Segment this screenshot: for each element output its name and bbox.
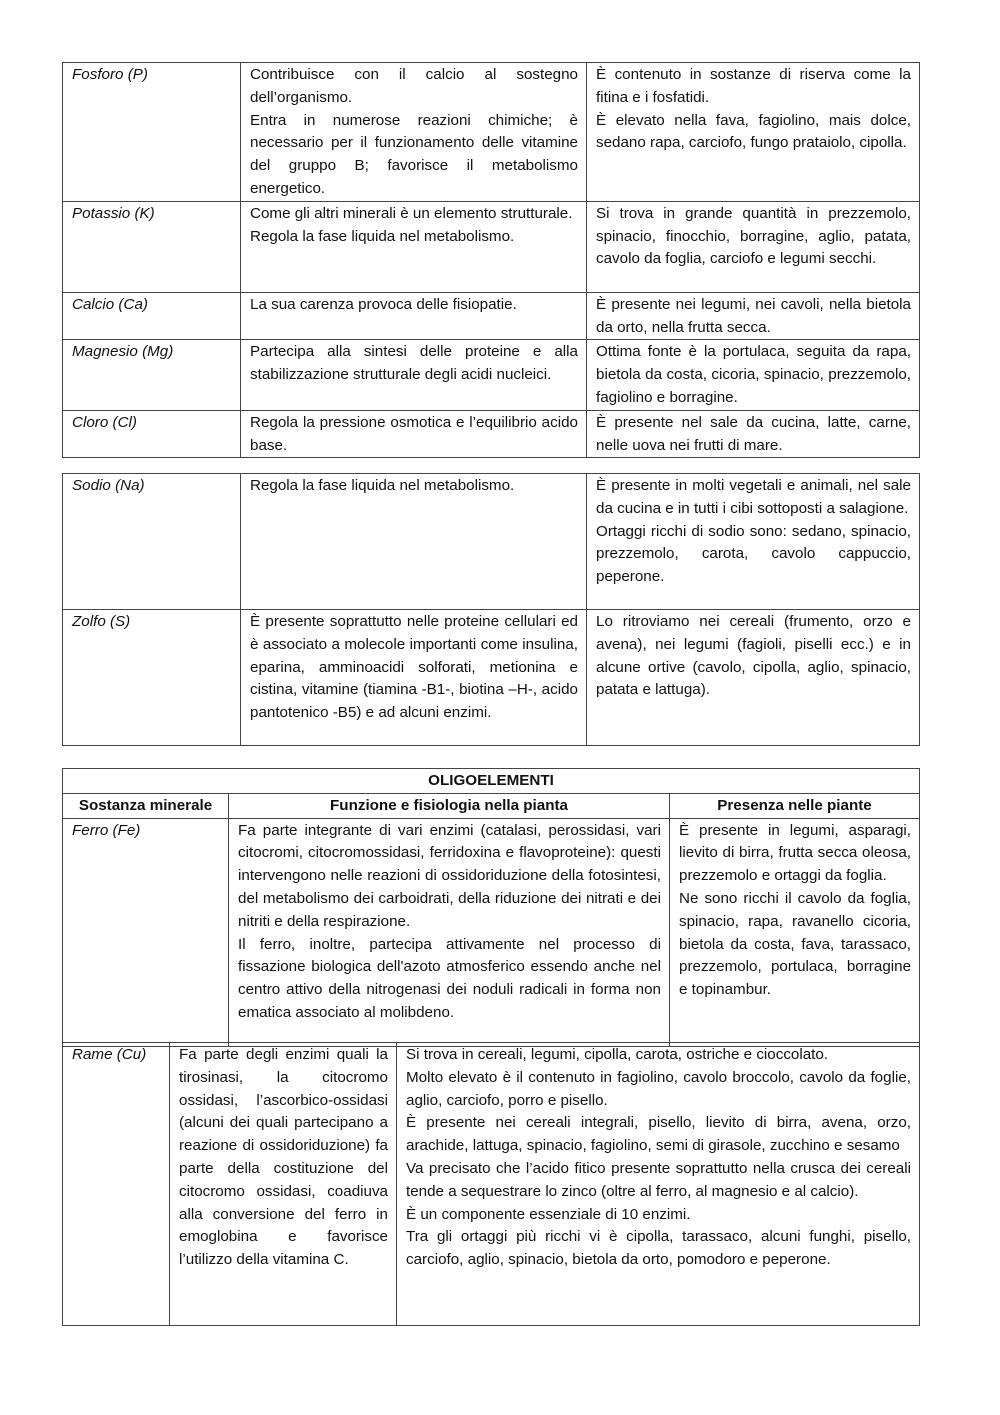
function-text: Fa parte integrante di vari enzimi (catalasi, perossidasi, vari citocromi, citocromossidasi, ferridoxina e flavoproteine): questi intervengono nelle reazioni di ossidoriduzione della fotosintesi, del metabolismo dei carboidrati, della riduzione dei nitrati e dei nitriti e della respirazione. <box>238 821 661 930</box>
presence-cell <box>587 474 920 610</box>
function-text: Partecipa alla sintesi delle proteine e alla stabilizzazione strutturale degli acidi nucleici. <box>250 343 578 384</box>
table-title: OLIGOELEMENTI <box>63 769 920 794</box>
mineral-name: Rame (Cu) <box>63 1043 170 1326</box>
function-text: Il ferro, inoltre, partecipa attivamente nel processo di fissazione biologica dell'azoto atmosferico essendo anche nel centro attivo della nitrogenasi dei noduli radicali in forma non ematica associato al molibdeno. <box>238 935 661 1021</box>
table-row <box>63 340 920 410</box>
table-row <box>63 818 920 1046</box>
oligoelements-table-continued <box>62 1042 920 1326</box>
function-text: Entra in numerose reazioni chimiche; è necessario per il funzionamento delle vitamine del gruppo B; favorisce il metabolismo energetico. <box>250 111 578 197</box>
function-text: La sua carenza provoca delle fisiopatie. <box>250 295 517 313</box>
mineral-name: Sodio (Na) <box>63 474 241 610</box>
presence-text: Ottima fonte è la portulaca, seguita da rapa, bietola da costa, cicoria, spinacio, prezzemolo, fagiolino e borragine. <box>596 343 911 406</box>
function-text: Regola la pressione osmotica e l’equilibrio acido base. <box>250 413 578 454</box>
function-cell <box>241 410 587 458</box>
presence-text: Si trova in grande quantità in prezzemolo, spinacio, finocchio, borragine, aglio, patata, cavolo da foglia, carciofo e legumi secchi. <box>596 204 911 268</box>
presence-cell <box>587 410 920 458</box>
function-cell <box>241 340 587 410</box>
table-row <box>63 63 920 202</box>
table-row <box>63 410 920 458</box>
function-text: È presente soprattutto nelle proteine cellulari ed è associato a molecole importanti come insulina, eparina, amminoacidi solforati, metionina e cistina, vitamine (tiamina -B1-, biotina –H-, acido pantotenico -B5) e ad alcuni enzimi. <box>250 613 578 722</box>
column-header: Presenza nelle piante <box>670 793 920 818</box>
function-text: Contribuisce con il calcio al sostegno dell’organismo. <box>250 66 578 106</box>
presence-text: Molto elevato è il contenuto in fagiolino, cavolo broccolo, cavolo da foglie, aglio, carciofo, porro e pisello. <box>406 1068 911 1109</box>
presence-cell <box>587 63 920 202</box>
presence-cell <box>670 818 920 1046</box>
presence-text: Lo ritroviamo nei cereali (frumento, orzo e avena), nei legumi (fagioli, piselli ecc.) e in alcune ortive (cavolo, cipolla, aglio, spinacio, patata e lattuga). <box>596 613 911 699</box>
presence-text: È contenuto in sostanze di riserva come la fitina e i fosfatidi. <box>596 66 911 106</box>
mineral-name: Ferro (Fe) <box>63 818 229 1046</box>
minerals-table-2 <box>62 473 920 746</box>
table-row <box>63 610 920 746</box>
function-cell <box>241 292 587 340</box>
mineral-name: Fosforo (P) <box>63 63 241 202</box>
presence-cell <box>397 1043 920 1326</box>
presence-text: È un componente essenziale di 10 enzimi. <box>406 1205 691 1223</box>
mineral-name: Magnesio (Mg) <box>63 340 241 410</box>
presence-text: È presente in legumi, asparagi, lievito di birra, frutta secca oleosa, prezzemolo e ortaggi da foglia. <box>679 821 912 885</box>
presence-text: È presente nei cereali integrali, pisello, lievito di birra, avena, orzo, arachide, lattuga, spinacio, fagiolino, semi di girasole, zucchino e sesamo <box>406 1114 911 1155</box>
presence-text: È elevato nella fava, fagiolino, mais dolce, sedano rapa, carciofo, fungo prataiolo, cipolla. <box>596 111 911 152</box>
presence-cell <box>587 201 920 292</box>
presence-text: È presente in molti vegetali e animali, nel sale da cucina e in tutti i cibi sottoposti a salagione. <box>596 477 911 517</box>
presence-text: Va precisato che l’acido fitico presente soprattutto nella crusca dei cereali tende a sequestrare lo zinco (oltre al ferro, al magnesio e al calcio). <box>406 1159 911 1200</box>
presence-text: Ortaggi ricchi di sodio sono: sedano, spinacio, prezzemolo, carota, cavolo cappuccio, peperone. <box>596 522 911 586</box>
function-text: Regola la fase liquida nel metabolismo. <box>250 477 515 494</box>
mineral-name: Potassio (K) <box>63 201 241 292</box>
presence-text: Si trova in cereali, legumi, cipolla, carota, ostriche e cioccolato. <box>406 1046 829 1063</box>
function-cell <box>241 201 587 292</box>
presence-cell <box>587 610 920 746</box>
column-header: Funzione e fisiologia nella pianta <box>229 793 670 818</box>
table-row <box>63 292 920 340</box>
presence-text: Ne sono ricchi il cavolo da foglia, spinacio, rapa, ravanello cicoria, bietola da costa, fava, tarassaco, prezzemolo, portulaca, borragine e topinambur. <box>679 889 912 999</box>
function-text: Fa parte degli enzimi quali la tirosinasi, la citocromo ossidasi, l’ascorbico-ossidasi (alcuni dei quali partecipano a reazione di ossidoriduzione) fa parte della costituzione del citocromo ossidasi, coadiuva alla conversione del ferro in emoglobina e favorisce l’utilizzo della vitamina C. <box>179 1046 388 1269</box>
presence-cell <box>587 292 920 340</box>
function-cell <box>241 63 587 202</box>
presence-text: È presente nel sale da cucina, latte, carne, nelle uova nei frutti di mare. <box>596 413 911 454</box>
presence-text: Tra gli ortaggi più ricchi vi è cipolla, tarassaco, alcuni funghi, pisello, carciofo, aglio, spinacio, bietola da orto, pomodoro e peperone. <box>406 1228 911 1269</box>
mineral-name: Zolfo (S) <box>63 610 241 746</box>
presence-cell <box>587 340 920 410</box>
table-row <box>63 201 920 292</box>
column-header: Sostanza minerale <box>63 793 229 818</box>
function-text: Come gli altri minerali è un elemento strutturale. <box>250 204 573 222</box>
function-text: Regola la fase liquida nel metabolismo. <box>250 227 515 245</box>
table-row <box>63 474 920 610</box>
presence-text: È presente nei legumi, nei cavoli, nella bietola da orto, nella frutta secca. <box>596 295 911 336</box>
function-cell <box>241 610 587 746</box>
function-cell <box>241 474 587 610</box>
function-cell <box>229 818 670 1046</box>
mineral-name: Cloro (Cl) <box>63 410 241 458</box>
oligoelements-table <box>62 768 920 1047</box>
minerals-table-1 <box>62 62 920 458</box>
function-cell <box>170 1043 397 1326</box>
mineral-name: Calcio (Ca) <box>63 292 241 340</box>
table-row <box>63 1043 920 1326</box>
